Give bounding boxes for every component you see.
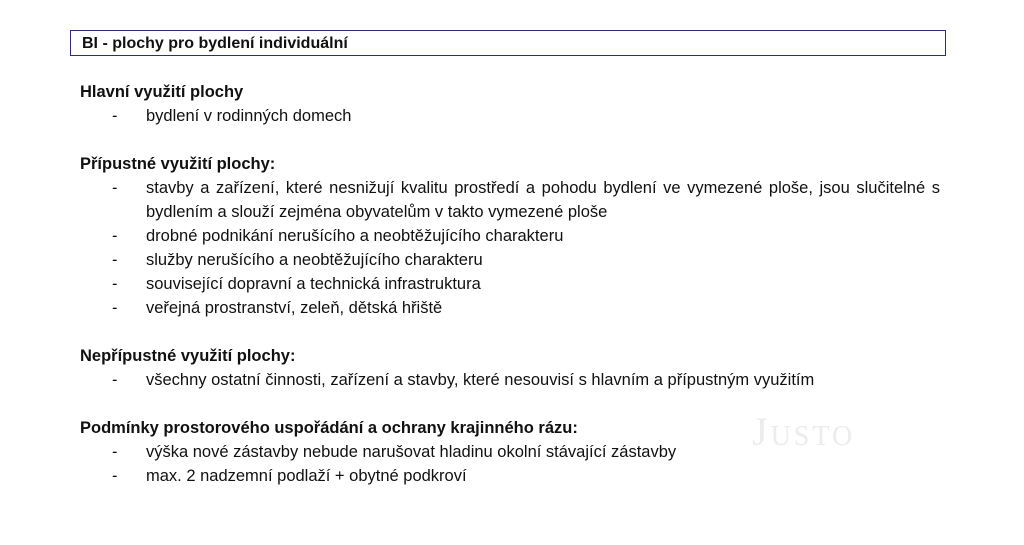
dash-bullet: -	[112, 275, 118, 293]
dash-bullet: -	[112, 371, 118, 389]
list-item-text: veřejná prostranství, zeleň, dětská hřiště	[146, 299, 443, 317]
item-list	[80, 104, 940, 128]
dash-bullet: -	[112, 299, 118, 317]
content	[80, 80, 940, 512]
section-heading: Přípustné využití plochy:	[80, 155, 276, 173]
list-item-text: všechny ostatní činnosti, zařízení a stavby, které nesouvisí s hlavním a přípustným využitím	[146, 371, 815, 389]
section-prohibited-use	[80, 344, 940, 392]
dash-bullet: -	[112, 107, 118, 125]
list-item-text: bydlení v rodinných domech	[146, 107, 352, 125]
watermark-logo: Justo	[752, 409, 856, 454]
list-item-text: služby nerušícího a neobtěžujícího charakteru	[146, 251, 483, 269]
list-item-text: drobné podnikání nerušícího a neobtěžujícího charakteru	[146, 227, 564, 245]
section-main-use	[80, 80, 940, 128]
list-item	[80, 368, 940, 392]
list-item	[80, 104, 940, 128]
dash-bullet: -	[112, 467, 118, 485]
item-list	[80, 368, 940, 392]
list-item-text: výška nové zástavby nebude narušovat hladinu okolní stávající zástavby	[146, 443, 677, 461]
dash-bullet: -	[112, 251, 118, 269]
list-item	[80, 224, 940, 248]
title-box	[70, 30, 946, 56]
section-spatial-conditions	[80, 416, 940, 488]
item-list	[80, 176, 940, 320]
list-item	[80, 272, 940, 296]
list-item	[80, 464, 940, 488]
dash-bullet: -	[112, 443, 118, 461]
list-item-text: související dopravní a technická infrastruktura	[146, 275, 481, 293]
list-item	[80, 248, 940, 272]
section-heading: Hlavní využití plochy	[80, 83, 244, 101]
dash-bullet: -	[112, 179, 118, 197]
list-item-text: stavby a zařízení, které nesnižují kvalitu prostředí a pohodu bydlení ve vymezené ploše, jsou slučitelné s bydlením a slouží zejména obyvatelům v takto vymezené ploše	[146, 179, 940, 221]
section-heading: Nepřípustné využití plochy:	[80, 347, 296, 365]
page-title: BI - plochy pro bydlení individuální	[82, 35, 348, 52]
section-permitted-use	[80, 152, 940, 320]
section-heading: Podmínky prostorového uspořádání a ochrany krajinného rázu:	[80, 419, 578, 437]
item-list	[80, 440, 940, 488]
list-item	[80, 176, 940, 224]
list-item	[80, 440, 940, 464]
dash-bullet: -	[112, 227, 118, 245]
list-item-text: max. 2 nadzemní podlaží + obytné podkroví	[146, 467, 467, 485]
list-item	[80, 296, 940, 320]
